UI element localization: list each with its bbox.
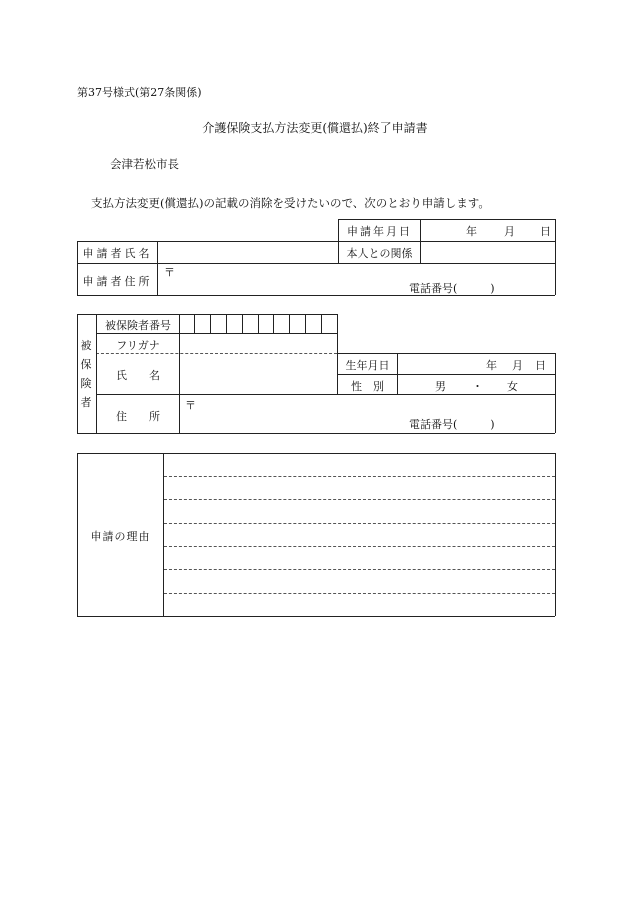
insured-address-field[interactable] [180,396,400,432]
sex-label: 性 別 [351,380,384,393]
insured-number-label: 被保険者番号 [105,319,171,332]
birth-date-month: 月 [512,359,523,372]
furigana-label: フリガナ [116,339,160,352]
application-date-year: 年 [466,225,477,238]
applicant-address-label: 申請者住所 [82,275,153,288]
birth-date-day: 日 [535,359,546,372]
relation-label: 本人との関係 [346,247,413,260]
sex-option-female[interactable]: 女 [507,380,518,393]
application-date-month: 月 [504,225,515,238]
sex-separator: ・ [472,380,483,393]
applicant-phone-label: 電話番号( ) [409,282,495,295]
insured-phone-label: 電話番号( ) [409,418,495,431]
insured-name-label: 氏 名 [116,369,160,382]
applicant-address-field[interactable] [158,264,398,294]
insured-name-field[interactable] [180,355,337,393]
application-date-day: 日 [540,225,551,238]
furigana-field[interactable] [180,334,337,352]
birth-date-label: 生年月日 [345,359,390,372]
addressee: 会津若松市長 [110,157,179,171]
insured-number-field[interactable] [180,315,337,333]
form-title: 介護保険支払方法変更(償還払)終了申請書 [202,121,428,135]
intro-text: 支払方法変更(償還払)の記載の消除を受けたいので、次のとおり申請します。 [91,196,490,210]
insured-section-label: 被 保 険 者 [80,339,92,409]
applicant-name-field[interactable] [158,242,338,263]
insured-postal-mark: 〒 [185,399,196,412]
applicant-name-label: 申請者氏名 [82,247,153,260]
sex-option-male[interactable]: 男 [435,380,446,393]
reason-label: 申請の理由 [90,530,151,543]
form-number: 第37号様式(第27条関係) [77,86,202,99]
relation-field[interactable] [421,242,555,263]
applicant-postal-mark: 〒 [164,266,175,279]
application-date-label: 申請年月日 [347,225,412,238]
birth-date-year: 年 [486,359,497,372]
insured-address-label: 住 所 [116,410,160,423]
reason-field[interactable] [164,454,555,616]
